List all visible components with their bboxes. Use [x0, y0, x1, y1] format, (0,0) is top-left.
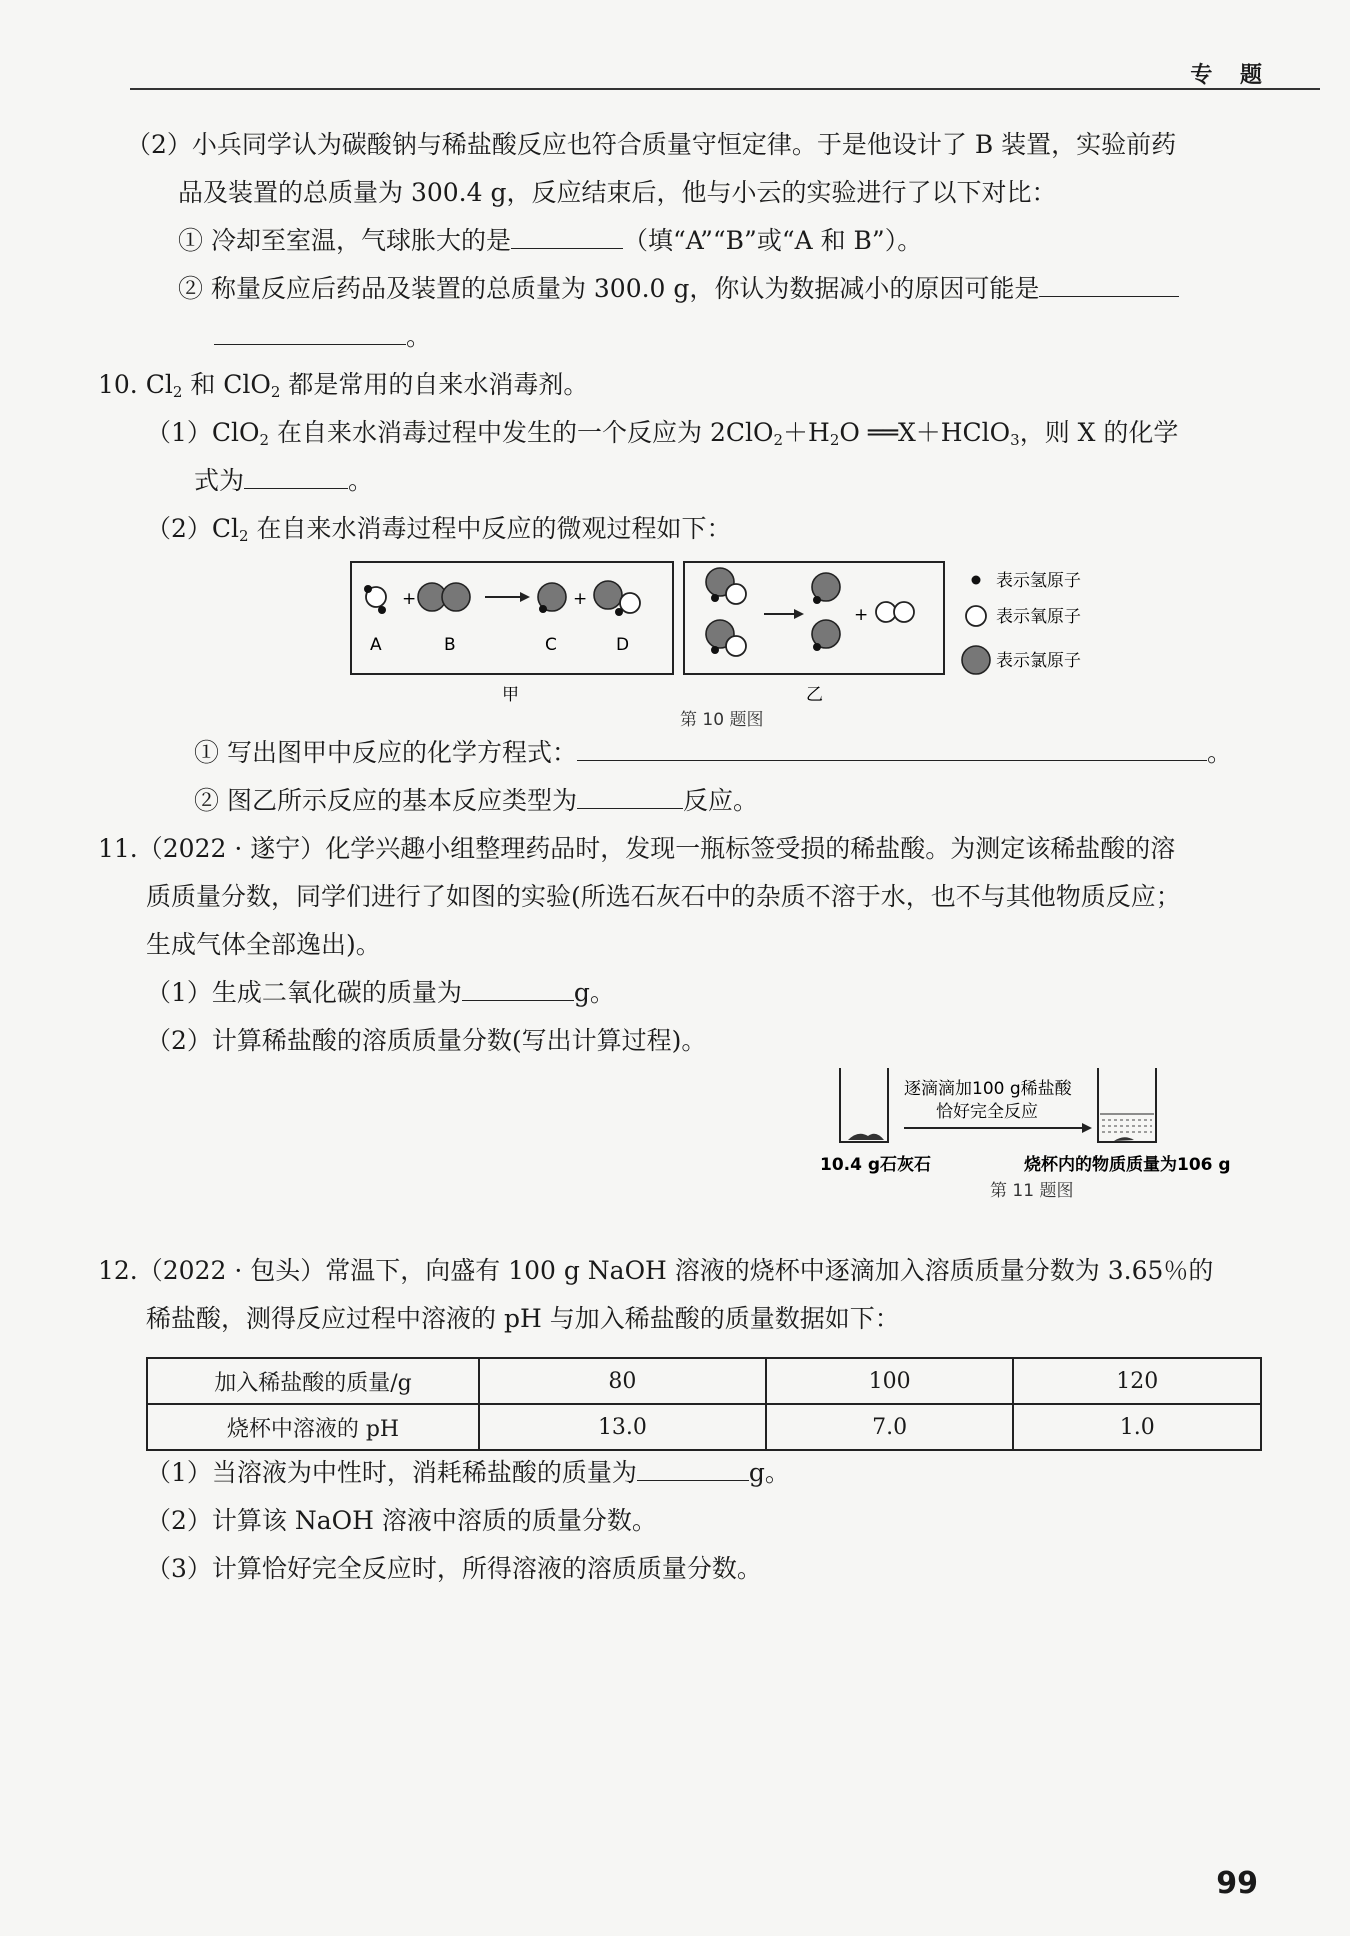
table-cell: 7.0 — [766, 1404, 1014, 1450]
q12-part2: （2）计算该 NaOH 溶液中溶质的质量分数。 — [146, 1506, 657, 1535]
q9-item2-blank[interactable] — [1039, 272, 1179, 297]
oxygen-atom-icon — [966, 606, 986, 626]
q11-right-label: 烧杯内的物质质量为106 g — [1024, 1155, 1231, 1175]
q10-part1-line1: （1）ClO$_2$ 在自来水消毒过程中发生的一个反应为 $2ClO_2+H_2O$ ══X＋HClO$_3$，则 X 的化学 — [146, 418, 1179, 449]
molecule-b — [418, 583, 470, 611]
svg-text:表示氢原子: 表示氢原子 — [996, 571, 1081, 591]
table-row-header: 烧杯中溶液的 pH — [147, 1404, 479, 1450]
table-cell: 13.0 — [479, 1404, 766, 1450]
q10-item2: ② 图乙所示反应的基本反应类型为 反应。 — [194, 786, 758, 815]
molecule-d — [594, 581, 640, 616]
beaker-left — [840, 1068, 888, 1142]
q9-item2-text: ② 称量反应后药品及装置的总质量为 300.0 g，你认为数据减小的原因可能是 — [178, 274, 1040, 303]
panel-jia-frame — [351, 562, 673, 674]
q9-part2-line1: （2）小兵同学认为碳酸钠与稀盐酸反应也符合质量守恒定律。于是他设计了 B 装置，实验前药 — [126, 130, 1177, 159]
q9-item2-end: 。 — [406, 322, 432, 351]
q12-part1-blank[interactable] — [637, 1456, 749, 1481]
q11-part1: （1）生成二氧化碳的质量为 g。 — [146, 978, 615, 1007]
table-row-header: 加入稀盐酸的质量/g — [147, 1358, 479, 1404]
molecule-hcl-bottom — [812, 620, 840, 651]
label-d: D — [616, 635, 630, 655]
molecule-a — [364, 585, 386, 614]
q10-part1-blank[interactable] — [244, 464, 348, 489]
ph-data-table — [146, 1357, 1262, 1451]
legend-hydrogen — [972, 571, 1082, 591]
legend-chlorine — [962, 646, 1081, 674]
q10-part2: $(2)Cl_2$ 在自来水消毒过程中反应的微观过程如下： — [146, 514, 732, 545]
legend-oxygen — [966, 606, 1081, 627]
q10-figure-caption: 第 10 题图 — [680, 710, 764, 730]
arrow-jia — [485, 592, 530, 602]
q12-part1: （1）当溶液为中性时，消耗稀盐酸的质量为 g。 — [146, 1458, 790, 1487]
arrow-yi — [764, 609, 804, 619]
q11-arrow-text-2: 恰好完全反应 — [936, 1102, 1038, 1122]
q9-item2-line2 — [214, 320, 431, 354]
q9-item2-blank-cont[interactable] — [214, 320, 406, 345]
table-row — [147, 1404, 1261, 1450]
q9-item1-blank[interactable] — [511, 224, 623, 249]
q11-figure — [818, 1064, 1268, 1184]
table-cell: 1.0 — [1013, 1404, 1261, 1450]
table-row — [147, 1358, 1261, 1404]
panel-yi-label: 乙 — [806, 685, 823, 705]
table-cell: 80 — [479, 1358, 766, 1404]
panel-jia-label: 甲 — [502, 685, 519, 705]
q10-item1-blank[interactable] — [577, 736, 1207, 761]
molecule-hclo-top — [706, 568, 746, 604]
chlorine-atom-icon — [962, 646, 990, 674]
table-cell: 120 — [1013, 1358, 1261, 1404]
section-header: 专 题 — [1190, 63, 1272, 88]
molecule-hclo-bottom — [706, 620, 746, 656]
hydrogen-atom-icon — [972, 576, 981, 585]
label-c: C — [545, 635, 557, 655]
q11-part2: （2）计算稀盐酸的溶质质量分数(写出计算过程)。 — [146, 1026, 707, 1055]
q12-line2: 稀盐酸，测得反应过程中溶液的 pH 与加入稀盐酸的质量数据如下： — [146, 1304, 900, 1333]
q9-item1-text: ① 冷却至室温，气球胀大的是 — [178, 226, 511, 255]
q11-left-label: 10.4 g石灰石 — [820, 1155, 932, 1175]
q11-line1: 11.（2022 · 遂宁）化学兴趣小组整理药品时，发现一瓶标签受损的稀盐酸。为测定该稀盐酸的溶 — [98, 834, 1176, 863]
q10-item1: ① 写出图甲中反应的化学方程式： 。 — [194, 738, 1232, 767]
q11-line3: 生成气体全部逸出)。 — [146, 930, 381, 959]
label-b: B — [444, 635, 456, 655]
q12-line1: 12.（2022 · 包头）常温下，向盛有 100 g NaOH 溶液的烧杯中逐滴加入溶质质量分数为 3.65％的 — [98, 1256, 1214, 1285]
plus-sign-3: + — [854, 605, 869, 625]
q11-line2: 质质量分数，同学们进行了如图的实验(所选石灰石中的杂质不溶于水，也不与其他物质反应； — [146, 882, 1181, 911]
molecule-o2 — [876, 602, 914, 622]
q9-part2-line2: 品及装置的总质量为 300.4 g，反应结束后，他与小云的实验进行了以下对比： — [178, 178, 1057, 207]
molecule-c — [538, 583, 566, 613]
q11-figure-caption: 第 11 题图 — [990, 1181, 1074, 1201]
svg-text:表示氧原子: 表示氧原子 — [996, 607, 1081, 627]
arrow-right-icon — [904, 1123, 1092, 1133]
svg-text:表示氯原子: 表示氯原子 — [996, 651, 1081, 671]
q9-item1-suffix: （填“A”“B”或“A 和 B”）。 — [622, 226, 923, 255]
beaker-right — [1098, 1068, 1156, 1142]
q11-arrow-text-1: 逐滴滴加100 g稀盐酸 — [904, 1079, 1072, 1099]
q11-part1-blank[interactable] — [462, 976, 574, 1001]
q10-item2-blank[interactable] — [577, 784, 683, 809]
table-cell: 100 — [766, 1358, 1014, 1404]
label-a: A — [370, 635, 382, 655]
q12-part3: （3）计算恰好完全反应时，所得溶液的溶质质量分数。 — [146, 1554, 762, 1583]
q9-item2 — [178, 272, 1179, 306]
plus-sign-2: + — [573, 589, 588, 609]
molecule-hcl-top — [812, 573, 840, 604]
page-number: 99 — [1216, 1866, 1258, 1901]
header-rule — [130, 88, 1320, 90]
q10-part1-line2: 式为 。 — [194, 466, 374, 495]
plus-sign-1: + — [402, 589, 417, 609]
q9-item1 — [178, 224, 922, 258]
q10-stem: 10. $Cl_2$ 和 ClO$_2$ 都是常用的自来水消毒剂。 — [98, 370, 589, 401]
